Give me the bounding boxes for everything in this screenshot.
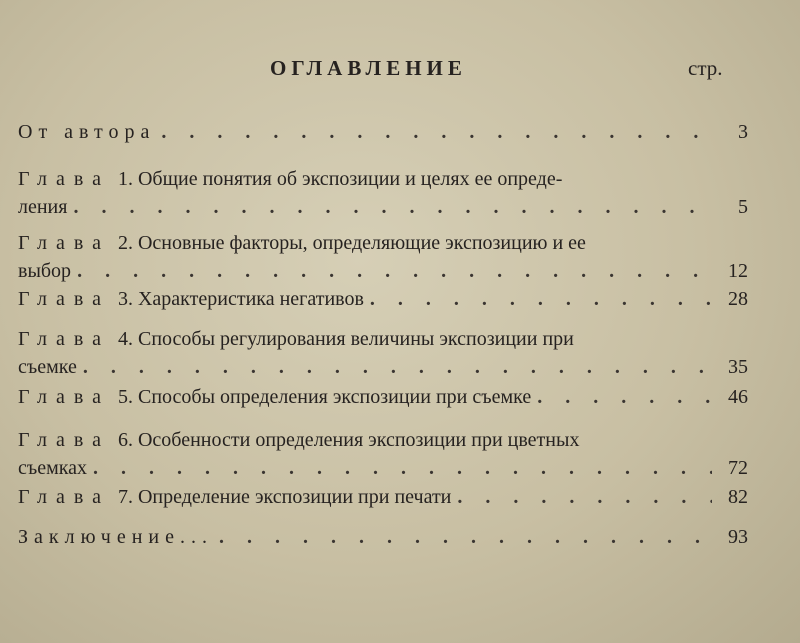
toc-entry-author-note xyxy=(18,118,748,146)
dot-leader xyxy=(219,523,712,551)
toc-entry-chapter-5 xyxy=(18,383,748,411)
entry-title-continuation: съемке xyxy=(18,356,77,378)
chapter-label: Глава xyxy=(18,288,110,310)
chapter-label: Глава xyxy=(18,386,110,408)
dot-leader xyxy=(161,118,712,146)
entry-page-number: 3 xyxy=(738,121,748,143)
chapter-label: Глава xyxy=(18,486,110,508)
chapter-label: Глава xyxy=(18,328,110,350)
toc-entry-chapter-2 xyxy=(18,229,748,285)
dot-leader xyxy=(370,285,712,313)
toc-entry-chapter-7 xyxy=(18,483,748,511)
entry-title-continuation: съемках xyxy=(18,457,88,479)
chapter-label: Глава xyxy=(18,168,110,190)
entry-title: 2. Основные факторы, определяющие экспозицию и ее xyxy=(117,232,586,254)
entry-title: 4. Способы регулирования величины экспозиции при xyxy=(117,328,574,350)
dot-leader xyxy=(77,257,712,285)
entry-title: 3. Характеристика негативов xyxy=(117,288,364,310)
dot-leader xyxy=(83,353,712,381)
entry-title: 1. Общие понятия об экспозиции и целях ее опреде- xyxy=(117,168,563,190)
toc-entry-chapter-4 xyxy=(18,325,748,381)
dot-leader xyxy=(537,383,712,411)
entry-page-number: 12 xyxy=(728,260,748,282)
entry-page-number: 93 xyxy=(728,526,748,548)
entry-page-number: 5 xyxy=(738,196,748,218)
toc-entry-conclusion xyxy=(18,523,748,551)
toc-entry-chapter-3 xyxy=(18,285,748,313)
dot-leader xyxy=(73,193,712,221)
chapter-label: Глава xyxy=(18,232,110,254)
dot-leader xyxy=(93,454,712,482)
entry-title: Заключение... xyxy=(18,526,213,548)
toc-title: ОГЛАВЛЕНИЕ xyxy=(270,56,467,80)
entry-title-continuation: выбор xyxy=(18,260,72,282)
entry-title: 5. Способы определения экспозиции при съемке xyxy=(117,386,532,408)
entry-title-continuation: ления xyxy=(18,196,68,218)
entry-title: 7. Определение экспозиции при печати xyxy=(117,486,452,508)
entry-page-number: 82 xyxy=(728,486,748,508)
toc-entry-chapter-6 xyxy=(18,426,748,482)
dot-leader xyxy=(457,483,712,511)
chapter-label: Глава xyxy=(18,429,110,451)
entry-title: 6. Особенности определения экспозиции при цветных xyxy=(117,429,580,451)
toc-entry-chapter-1 xyxy=(18,165,748,221)
entry-page-number: 35 xyxy=(728,356,748,378)
entry-page-number: 72 xyxy=(728,457,748,479)
page-column-label: стр. xyxy=(688,56,723,80)
entry-title: От автора xyxy=(18,121,156,143)
entry-page-number: 28 xyxy=(728,288,748,310)
entry-page-number: 46 xyxy=(728,386,748,408)
